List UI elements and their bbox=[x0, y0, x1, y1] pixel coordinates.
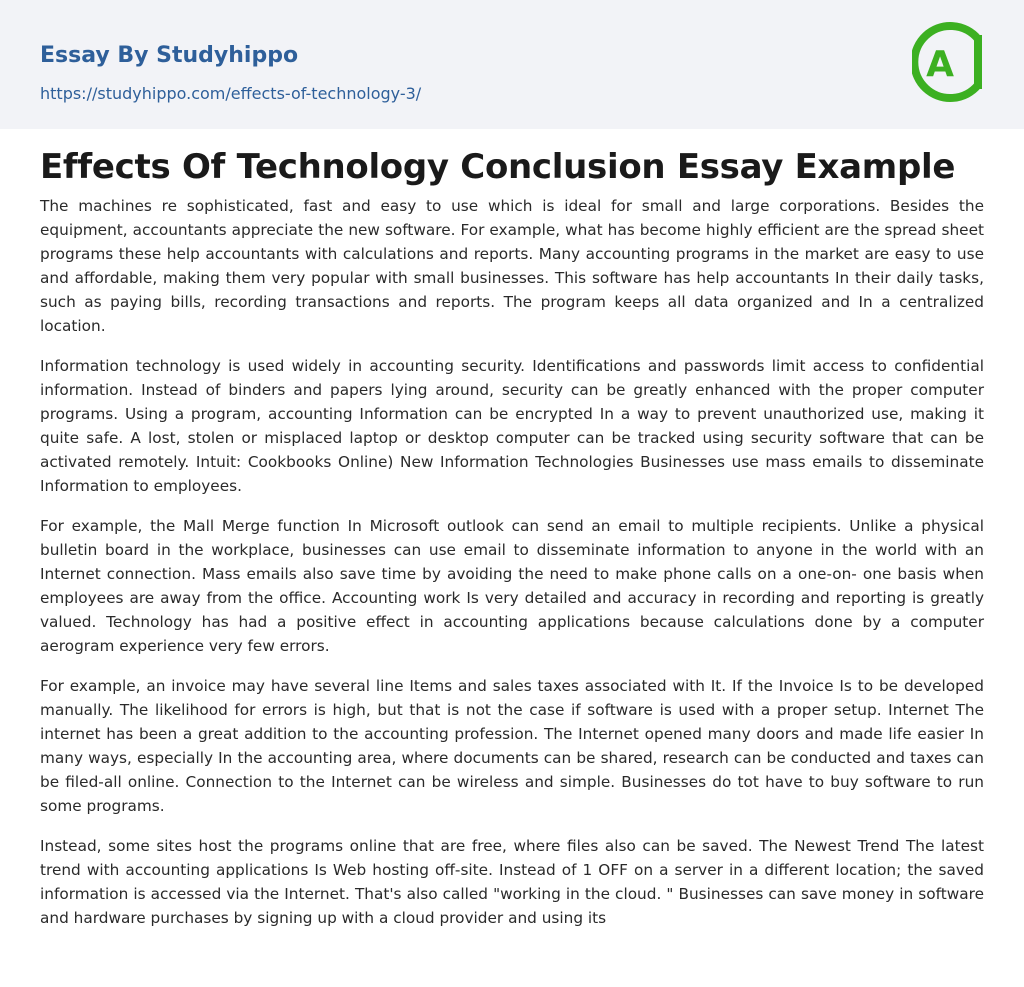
essay-paragraph: Information technology is used widely in accounting security. Identifications and passwords limit access to confidential information. Instead of binders and papers lying around, security can be greatly enhanced with the proper computer programs. Using a program, accounting Information can be encrypted In a way to prevent unauthorized use, making it quite safe. A lost, stolen or misplaced laptop or desktop computer can be tracked using security software that can be activated remotely. Intuit: Cookbooks Online) New Information Technologies Businesses use mass emails to disseminate Information to employees. bbox=[40, 357, 984, 495]
essay-paragraph: The machines re sophisticated, fast and easy to use which is ideal for small and large corporations. Besides the equipment, accountants appreciate the new software. For example, what has become highly efficient are the spread sheet programs these help accountants with calculations and reports. Many accounting programs in the market are easy to use and affordable, making them very popular with small businesses. This software has help accountants In their daily tasks, such as paying bills, recording transactions and reports. The program keeps all data organized and In a centralized location. bbox=[40, 197, 984, 335]
essay-paragraph: For example, the Mall Merge function In Microsoft outlook can send an email to multiple recipients. Unlike a physical bulletin board in the workplace, businesses can use email to disseminate information to anyone in the world with an Internet connection. Mass emails also save time by avoiding the need to make phone calls on a one-on- one basis when employees are away from the office. Accounting work Is very detailed and accuracy in recording and reporting is greatly valued. Technology has had a positive effect in accounting applications because calculations done by a computer aerogram experience very few errors. bbox=[40, 517, 984, 655]
essay-paragraph: For example, an invoice may have several line Items and sales taxes associated with It. If the Invoice Is to be developed manually. The likelihood for errors is high, but that is not the case if software is used with a proper setup. Internet The internet has been a great addition to the accounting profession. The Internet opened many doors and made life easier In many ways, especially In the accounting area, where documents can be shared, research can be conducted and taxes can be filed-all online. Connection to the Internet can be wireless and simple. Businesses do tot have to buy software to run some programs. bbox=[40, 677, 984, 815]
page-header bbox=[0, 0, 1024, 129]
site-brand: Essay By Studyhippo bbox=[40, 43, 299, 68]
logo-letter: A bbox=[926, 44, 954, 85]
studyhippo-logo-icon[interactable] bbox=[912, 19, 986, 105]
essay-paragraph: Instead, some sites host the programs online that are free, where files also can be saved. The Newest Trend The latest trend with accounting applications Is Web hosting off-site. Instead of 1 OFF on a server in a different location; the saved information is accessed via the Internet. That's also called "working in the cloud. " Businesses can save money in software and hardware purchases by signing up with a cloud provider and using its bbox=[40, 837, 984, 927]
essay-body bbox=[40, 194, 984, 946]
essay-title: Effects Of Technology Conclusion Essay Example bbox=[40, 147, 956, 187]
essay-url-link[interactable]: https://studyhippo.com/effects-of-technology-3/ bbox=[40, 84, 422, 103]
